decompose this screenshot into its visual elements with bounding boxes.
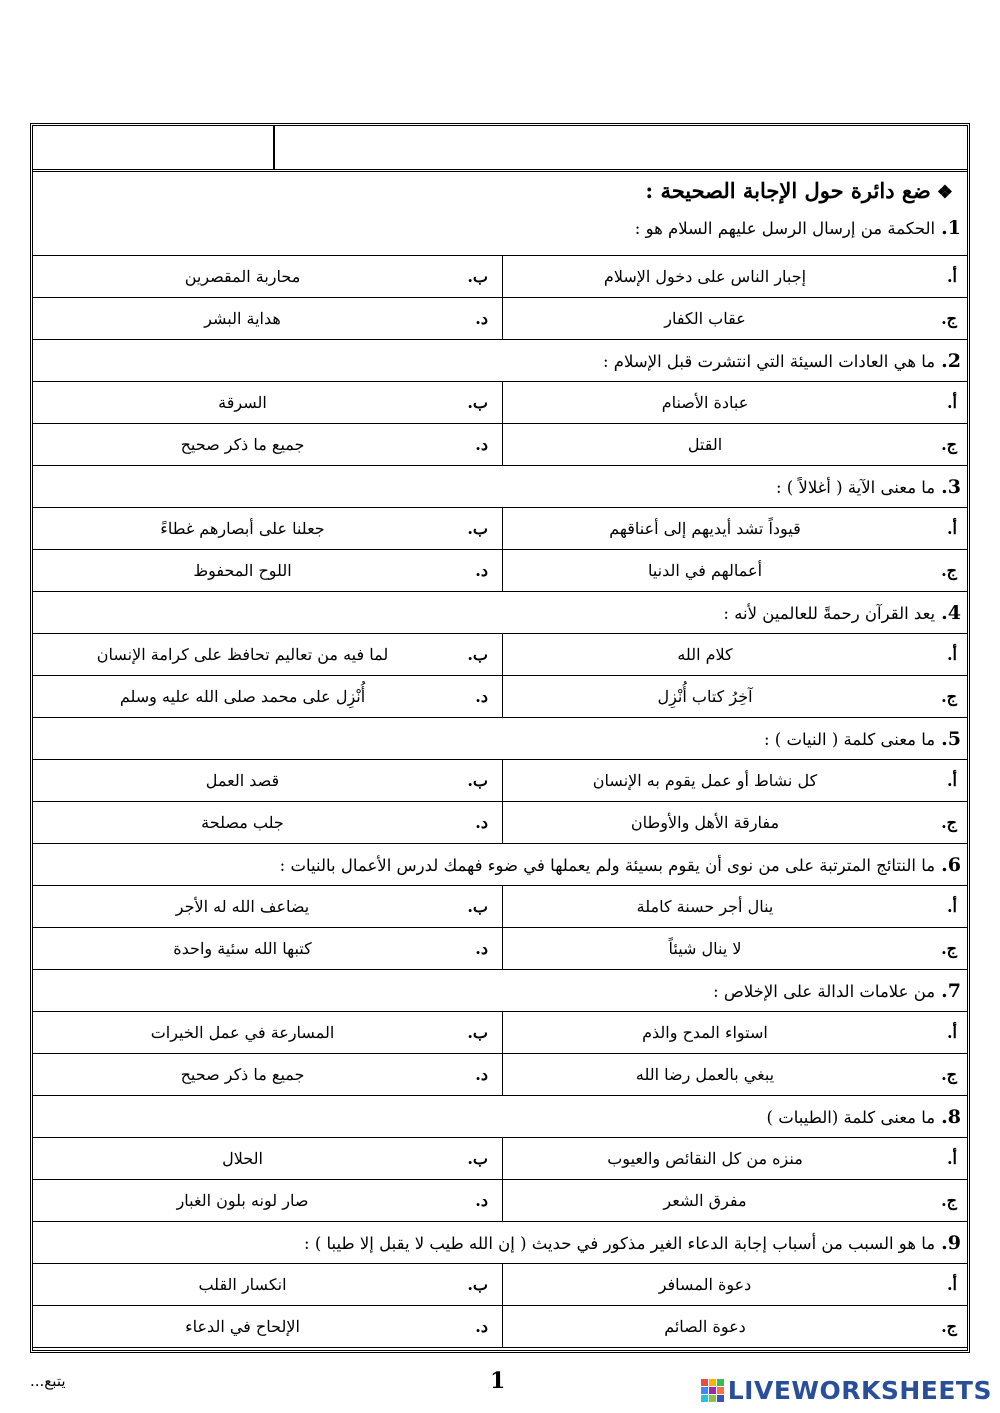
option-letter: ج. (941, 1191, 957, 1210)
question-text: ما معنى كلمة ( النيات ) : (764, 730, 936, 749)
answer-option[interactable] (33, 424, 502, 465)
answer-option[interactable] (33, 1138, 502, 1179)
answer-option[interactable] (502, 298, 967, 339)
question-number: 4. (941, 602, 961, 624)
option-letter: د. (475, 1065, 488, 1084)
option-letter: ج. (941, 687, 957, 706)
option-letter: ج. (941, 309, 957, 328)
logo-square (709, 1387, 716, 1394)
option-text: ينال أجر حسنة كاملة (636, 897, 774, 916)
option-text: كتبها الله سئية واحدة (173, 939, 312, 958)
options-row (33, 382, 967, 424)
question-row (33, 1222, 967, 1264)
question-number: 9. (941, 1232, 961, 1254)
answer-option[interactable] (502, 256, 967, 297)
option-letter: ج. (941, 1065, 957, 1084)
question-number: 8. (941, 1106, 961, 1128)
option-letter: ج. (941, 561, 957, 580)
option-text: اللوح المحفوظ (193, 561, 292, 580)
answer-option[interactable] (502, 1138, 967, 1179)
answer-option[interactable] (33, 928, 502, 969)
option-letter: أ. (946, 1023, 957, 1042)
option-text: كل نشاط أو عمل يقوم به الإنسان (592, 771, 818, 790)
option-text: إجبار الناس على دخول الإسلام (603, 267, 807, 286)
options-row (33, 1054, 967, 1096)
logo-square (717, 1387, 724, 1394)
options-row (33, 634, 967, 676)
option-text: مفارقة الأهل والأوطان (630, 813, 780, 832)
answer-option[interactable] (502, 1012, 967, 1053)
option-text: لا ينال شيئاً (668, 939, 742, 958)
option-letter: د. (475, 561, 488, 580)
option-letter: ب. (467, 1149, 488, 1168)
question-row (33, 592, 967, 634)
questions-area (33, 172, 967, 1348)
option-text: قصد العمل (205, 771, 280, 790)
option-letter: د. (475, 813, 488, 832)
option-text: جميع ما ذكر صحيح (180, 1065, 305, 1084)
question-text: ما معنى الآية ( أغلالاً ) : (775, 478, 936, 497)
header-grade-cell[interactable] (33, 126, 275, 169)
question-text: ما معنى كلمة (الطيبات ) (766, 1108, 936, 1127)
option-text: عبادة الأصنام (661, 393, 749, 412)
option-letter: ب. (467, 1023, 488, 1042)
answer-option[interactable] (33, 760, 502, 801)
options-row (33, 760, 967, 802)
options-row (33, 676, 967, 718)
answer-option[interactable] (502, 508, 967, 549)
option-letter: أ. (946, 771, 957, 790)
option-text: دعوة الصائم (664, 1317, 746, 1336)
answer-option[interactable] (33, 1306, 502, 1347)
answer-option[interactable] (502, 424, 967, 465)
question-text: يعد القرآن رحمةً للعالمين لأنه : (723, 604, 936, 623)
question-text: ما هي العادات السيئة التي انتشرت قبل الإسلام : (603, 352, 936, 371)
answer-option[interactable] (502, 634, 967, 675)
option-letter: ج. (941, 1317, 957, 1336)
answer-option[interactable] (502, 550, 967, 591)
options-row (33, 1180, 967, 1222)
answer-option[interactable] (502, 1264, 967, 1305)
logo-square (717, 1379, 724, 1386)
options-row (33, 802, 967, 844)
question-row (33, 844, 967, 886)
option-text: قيوداً تشد أيديهم إلى أعناقهم (609, 519, 801, 538)
option-text: دعوة المسافر (658, 1275, 752, 1294)
option-text: جلب مصلحة (201, 813, 284, 832)
brand-grid-icon (701, 1379, 724, 1402)
answer-option[interactable] (33, 886, 502, 927)
logo-square (701, 1379, 708, 1386)
answer-option[interactable] (502, 760, 967, 801)
answer-option[interactable] (33, 802, 502, 843)
answer-option[interactable] (33, 550, 502, 591)
answer-option[interactable] (502, 1180, 967, 1221)
option-text: الحلال (222, 1149, 263, 1168)
option-letter: د. (475, 1191, 488, 1210)
options-row (33, 1306, 967, 1348)
question-number: 7. (941, 980, 961, 1002)
option-letter: ب. (467, 393, 488, 412)
page-number: 1 (490, 1368, 506, 1394)
option-text: يضاعف الله له الأجر (175, 897, 310, 916)
logo-square (701, 1387, 708, 1394)
option-text: المسارعة في عمل الخيرات (150, 1023, 335, 1042)
diamond-bullet-icon: ❖ (936, 182, 953, 203)
options-row (33, 550, 967, 592)
question-row (33, 718, 967, 760)
option-text: الإلحاح في الدعاء (185, 1317, 300, 1336)
answer-option[interactable] (502, 676, 967, 717)
option-text: هداية البشر (204, 309, 281, 328)
option-letter: أ. (946, 1275, 957, 1294)
question-row (33, 340, 967, 382)
question-number: 1. (941, 217, 961, 239)
question-row (33, 210, 967, 256)
option-letter: ب. (467, 1275, 488, 1294)
option-letter: ج. (941, 939, 957, 958)
options-row (33, 1264, 967, 1306)
answer-option[interactable] (33, 382, 502, 423)
answer-option[interactable] (33, 508, 502, 549)
answer-option[interactable] (502, 802, 967, 843)
option-letter: أ. (946, 645, 957, 664)
brand-name: LIVEWORKSHEETS (727, 1376, 992, 1405)
options-row (33, 256, 967, 298)
question-row (33, 466, 967, 508)
option-text: منزه من كل النقائص والعيوب (607, 1149, 803, 1168)
option-letter: ج. (941, 435, 957, 454)
answer-option[interactable] (33, 676, 502, 717)
option-text: جعلنا على أبصارهم غطاءً (160, 519, 325, 538)
option-letter: د. (475, 1317, 488, 1336)
liveworksheets-logo[interactable] (701, 1376, 992, 1405)
question-number: 3. (941, 476, 961, 498)
answer-option[interactable] (33, 256, 502, 297)
option-text: مفرق الشعر (663, 1191, 747, 1210)
answer-option[interactable] (33, 1180, 502, 1221)
option-letter: ب. (467, 897, 488, 916)
option-letter: د. (475, 435, 488, 454)
header-name-cell[interactable] (273, 126, 967, 169)
question-number: 2. (941, 350, 961, 372)
option-text: أُنْزِل على محمد صلى الله عليه وسلم (119, 687, 366, 706)
option-text: السرقة (218, 393, 267, 412)
question-text: الحكمة من إرسال الرسل عليهم السلام هو : (634, 219, 936, 238)
option-letter: أ. (946, 1149, 957, 1168)
option-text: القتل (687, 435, 723, 454)
option-letter: ب. (467, 645, 488, 664)
continues-note: يتبع... (30, 1372, 66, 1390)
answer-option[interactable] (33, 1054, 502, 1095)
answer-option[interactable] (502, 886, 967, 927)
option-letter: أ. (946, 519, 957, 538)
question-row (33, 970, 967, 1012)
answer-option[interactable] (33, 1264, 502, 1305)
logo-square (701, 1395, 708, 1402)
option-text: استواء المدح والذم (642, 1023, 768, 1042)
option-letter: ب. (467, 519, 488, 538)
options-row (33, 424, 967, 466)
options-row (33, 1012, 967, 1054)
option-text: جميع ما ذكر صحيح (180, 435, 305, 454)
options-row (33, 508, 967, 550)
answer-option[interactable] (502, 1054, 967, 1095)
options-row (33, 1138, 967, 1180)
logo-square (709, 1395, 716, 1402)
questions-list (33, 210, 967, 1348)
option-letter: د. (475, 939, 488, 958)
question-number: 5. (941, 728, 961, 750)
option-letter: د. (475, 309, 488, 328)
options-row (33, 928, 967, 970)
question-text: ما هو السبب من أسباب إجابة الدعاء الغير مذكور في حديث ( إن الله طيب لا يقبل إلا طيبا ) : (304, 1234, 936, 1253)
option-letter: د. (475, 687, 488, 706)
question-number: 6. (941, 854, 961, 876)
question-text: ما النتائج المترتبة على من نوى أن يقوم بسيئة ولم يعملها في ضوء فهمك لدرس الأعمال بالنيات : (279, 856, 936, 875)
option-text: أعمالهم في الدنيا (647, 561, 763, 580)
logo-square (717, 1395, 724, 1402)
option-letter: ب. (467, 267, 488, 286)
question-row (33, 1096, 967, 1138)
instruction-title (33, 172, 967, 210)
option-letter: أ. (946, 267, 957, 286)
option-text: آخِرُ كتاب أُنْزِل (657, 687, 753, 706)
option-text: لما فيه من تعاليم تحافظ على كرامة الإنسان (96, 645, 389, 664)
header-row (33, 126, 967, 172)
option-letter: أ. (946, 897, 957, 916)
option-text: محاربة المقصرين (184, 267, 301, 286)
options-row (33, 298, 967, 340)
logo-square (709, 1379, 716, 1386)
answer-option[interactable] (33, 298, 502, 339)
option-text: كلام الله (677, 645, 733, 664)
question-text: من علامات الدالة على الإخلاص : (713, 982, 936, 1001)
answer-option[interactable] (502, 1306, 967, 1347)
worksheet-table (30, 123, 970, 1353)
option-letter: أ. (946, 393, 957, 412)
option-text: عقاب الكفار (664, 309, 746, 328)
option-text: يبغي بالعمل رضا الله (635, 1065, 775, 1084)
option-letter: ب. (467, 771, 488, 790)
option-text: انكسار القلب (198, 1275, 287, 1294)
answer-option[interactable] (502, 382, 967, 423)
answer-option[interactable] (33, 1012, 502, 1053)
options-row (33, 886, 967, 928)
answer-option[interactable] (33, 634, 502, 675)
answer-option[interactable] (502, 928, 967, 969)
option-letter: ج. (941, 813, 957, 832)
instruction-text: ضع دائرة حول الإجابة الصحيحة : (645, 178, 931, 203)
option-text: صار لونه بلون الغبار (176, 1191, 309, 1210)
